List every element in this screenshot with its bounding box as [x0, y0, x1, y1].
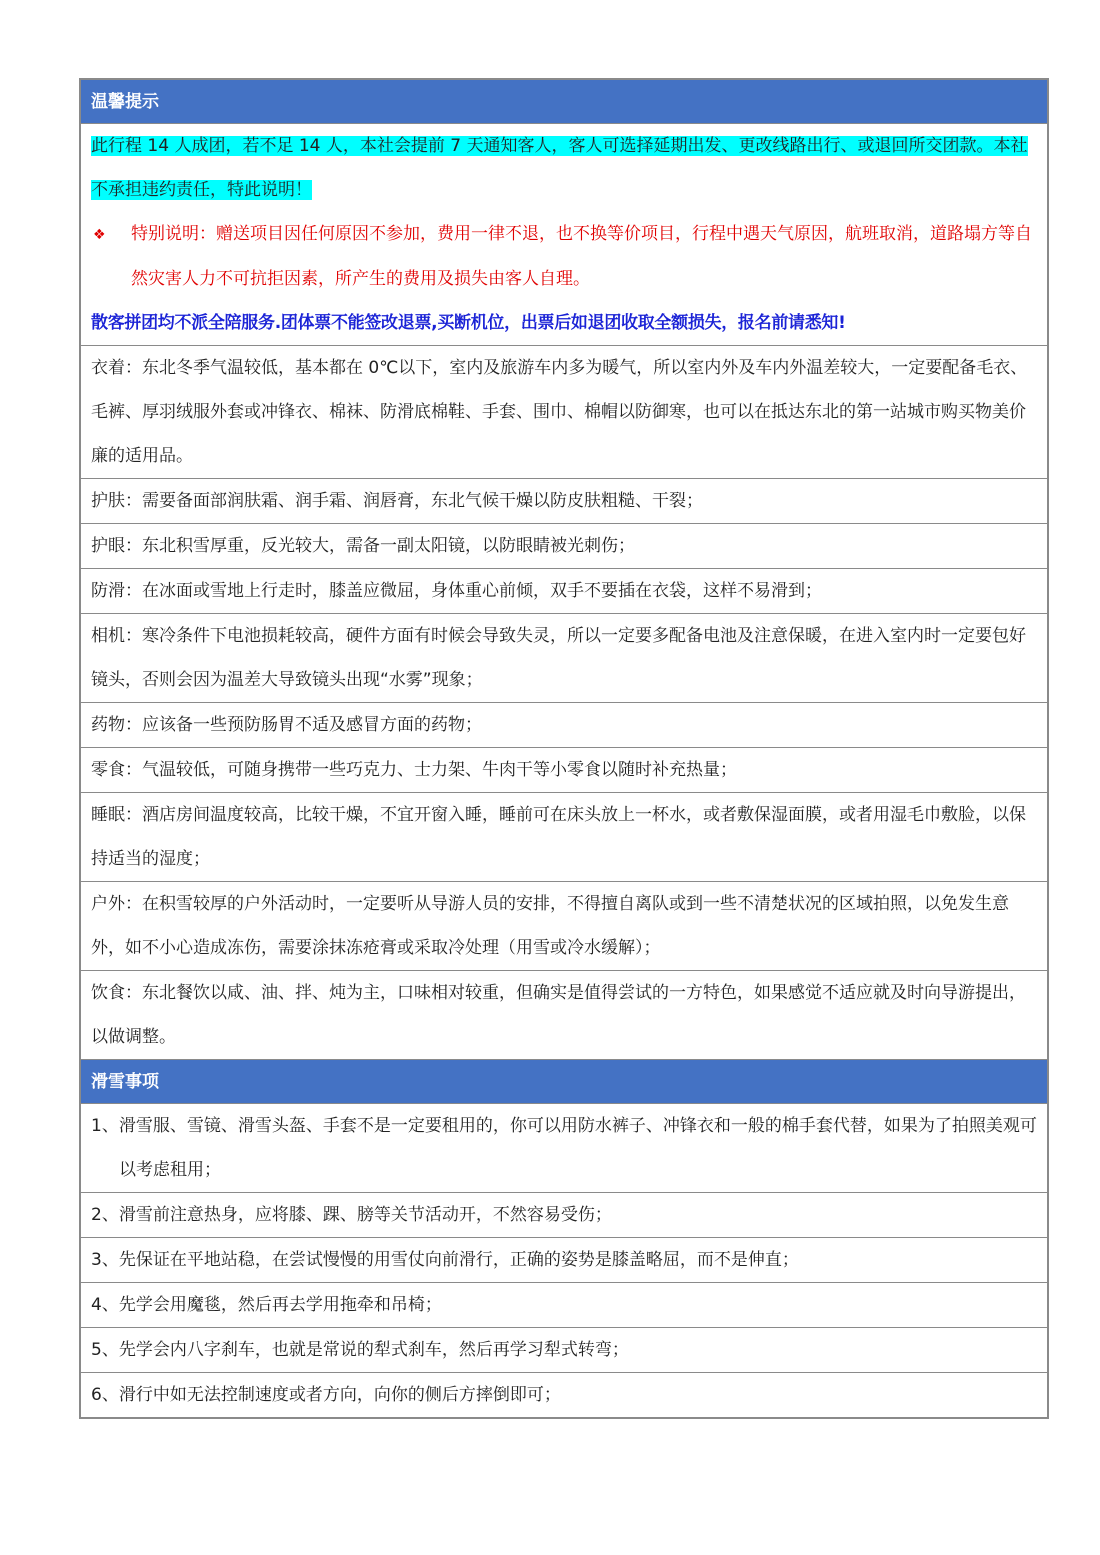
notice-table [79, 78, 1049, 1419]
ski-item-2: 2、滑雪前注意热身，应将膝、踝、膀等关节活动开，不然容易受伤； [81, 1193, 1047, 1238]
tip-row-sleep: 睡眠：酒店房间温度较高，比较干燥，不宜开窗入睡，睡前可在床头放上一杯水，或者敷保湿面膜，或者用湿毛巾敷脸，以保持适当的湿度； [81, 793, 1047, 882]
tip-row-food: 饮食：东北餐饮以咸、油、拌、炖为主，口味相对较重，但确实是值得尝试的一方特色，如果感觉不适应就及时向导游提出，以做调整。 [81, 971, 1047, 1060]
group-ticket-warning: 散客拼团均不派全陪服务.团体票不能签改退票,买断机位，出票后如退团收取全额损失，报名前请悉知! [91, 313, 846, 333]
group-size-notice [91, 124, 1039, 212]
tip-row-outdoor: 户外：在积雪较厚的户外活动时，一定要听从导游人员的安排，不得擅自离队或到一些不清楚状况的区域拍照，以免发生意外，如不小心造成冻伤，需要涂抹冻疮膏或采取冷处理（用雪或冷水缓解）； [81, 882, 1047, 971]
section-header-ski: 滑雪事项 [81, 1060, 1047, 1104]
diamond-bullet-icon: ❖ [93, 227, 106, 243]
section-header-tips: 温馨提示 [81, 80, 1047, 124]
tip-row-clothing: 衣着：东北冬季气温较低，基本都在 0℃以下，室内及旅游车内多为暖气，所以室内外及车内外温差较大，一定要配备毛衣、毛裤、厚羽绒服外套或冲锋衣、棉袜、防滑底棉鞋、手套、围巾、棉帽以防御寒，也可以在抵达东北的第一站城市购买物美价廉的适用品。 [81, 346, 1047, 479]
special-note-text: 特别说明：赠送项目因任何原因不参加，费用一律不退，也不换等价项目，行程中遇天气原因，航班取消，道路塌方等自然灾害人力不可抗拒因素，所产生的费用及损失由客人自理。 [131, 224, 1032, 289]
ski-item-5: 5、先学会内八字刹车，也就是常说的犁式刹车，然后再学习犁式转弯； [81, 1328, 1047, 1373]
tip-row-anti-slip: 防滑：在冰面或雪地上行走时，膝盖应微屈，身体重心前倾，双手不要插在衣袋，这样不易滑到； [81, 569, 1047, 614]
ski-item-4: 4、先学会用魔毯，然后再去学用拖牵和吊椅； [81, 1283, 1047, 1328]
special-note [91, 212, 1039, 301]
ski-item-1: 1、滑雪服、雪镜、滑雪头盔、手套不是一定要租用的，你可以用防水裤子、冲锋衣和一般的棉手套代替，如果为了拍照美观可以考虑租用； [81, 1104, 1047, 1193]
highlighted-notice-text: 此行程 14 人成团，若不足 14 人，本社会提前 7 天通知客人，客人可选择延期出发、更改线路出行、或退回所交团款。本社不承担违约责任，特此说明！ [91, 136, 1028, 200]
tip-row-medicine: 药物：应该备一些预防肠胃不适及感冒方面的药物； [81, 703, 1047, 748]
ski-item-3: 3、先保证在平地站稳，在尝试慢慢的用雪仗向前滑行，正确的姿势是膝盖略屈，而不是伸直； [81, 1238, 1047, 1283]
tip-row-camera: 相机：寒冷条件下电池损耗较高，硬件方面有时候会导致失灵，所以一定要多配备电池及注意保暖，在进入室内时一定要包好镜头，否则会因为温差大导致镜头出现“水雾”现象； [81, 614, 1047, 703]
tip-row-skincare: 护肤：需要备面部润肤霜、润手霜、润唇膏，东北气候干燥以防皮肤粗糙、干裂； [81, 479, 1047, 524]
group-notice-block [81, 124, 1047, 346]
tip-row-eye-protection: 护眼：东北积雪厚重，反光较大，需备一副太阳镜，以防眼睛被光刺伤； [81, 524, 1047, 569]
ski-item-6: 6、滑行中如无法控制速度或者方向，向你的侧后方摔倒即可； [91, 1385, 561, 1405]
tip-row-snacks: 零食：气温较低，可随身携带一些巧克力、士力架、牛肉干等小零食以随时补充热量； [81, 748, 1047, 793]
